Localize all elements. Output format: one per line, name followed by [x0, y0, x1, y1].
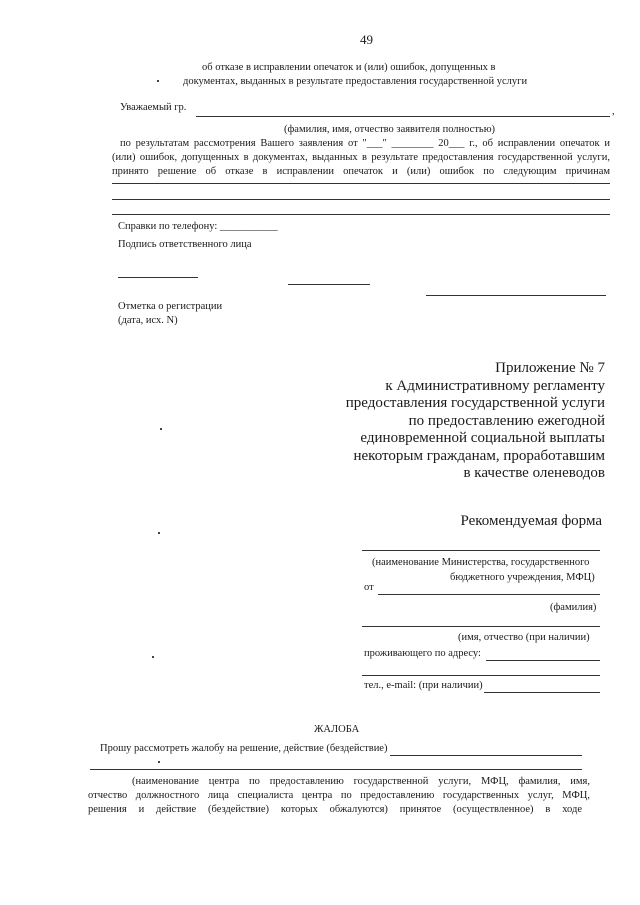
appendix-line-5: единовременной социальной выплаты: [360, 430, 605, 446]
decision-body-line3: принято решение об отказе в исправлении опечаток и (или) ошибок по следующим причинам: [112, 166, 610, 177]
appendix-line-6: некоторым гражданам, проработавшим: [353, 447, 605, 464]
signature-line-1: [118, 277, 198, 278]
complaint-hint-line1: (наименование центра по предоставлению государственной услуги, МФЦ, фамилия, имя,: [132, 776, 590, 787]
registration-details: (дата, исх. N): [118, 315, 178, 326]
complaint-hint-line3: решения и действие (бездействие) которых обжалуются) принятое (осуществленное) в ходе: [88, 804, 582, 815]
scan-speck: [158, 761, 160, 763]
reason-line-1: [112, 183, 610, 184]
registration-mark: Отметка о регистрации: [118, 301, 223, 312]
signature-label: Подпись ответственного лица: [118, 239, 252, 250]
from-label: от: [364, 582, 374, 593]
decision-title-line2: документах, выданных в результате предоставления государственной услуги: [183, 76, 528, 87]
decision-body-line1: по результатам рассмотрения Вашего заявления от "___" ________ 20___ г., об исправлении опечаток и: [120, 138, 610, 149]
ministry-hint-line1: (наименование Министерства, государственного: [372, 557, 590, 568]
appendix-line-4: по предоставлению ежегодной: [408, 412, 605, 429]
appendix-line-1: Приложение № 7: [495, 360, 605, 376]
decision-body-line2: (или) ошибок, допущенных в документах, выданных в результате предоставления государственной услуги,: [112, 152, 610, 163]
decision-title-line1: об отказе в исправлении опечаток и (или) ошибок, допущенных в: [202, 62, 496, 73]
contacts-line: [484, 692, 600, 693]
surname-hint: (фамилия): [550, 602, 597, 613]
complaint-request: Прошу рассмотреть жалобу на решение, действие (бездействие): [100, 743, 388, 754]
name-hint: (фамилия, имя, отчество заявителя полностью): [284, 124, 496, 135]
address-label: проживающего по адресу:: [364, 648, 481, 659]
address-line-2: [362, 675, 600, 676]
scan-speck: [160, 428, 162, 430]
complaint-title: ЖАЛОБА: [314, 724, 360, 735]
complaint-request-line: [390, 755, 582, 756]
appendix-line-3: предоставления государственной услуги: [345, 395, 605, 411]
appendix-line-2: к Административному регламенту: [385, 377, 605, 394]
ministry-line: [362, 550, 600, 551]
complaint-target-line: [90, 769, 582, 770]
ministry-hint-line2: бюджетного учреждения, МФЦ): [450, 572, 595, 583]
address-line-1: [486, 660, 600, 661]
signature-line-3: [426, 295, 606, 296]
name-line: [362, 626, 600, 627]
appendix-line-7: в качестве оленеводов: [463, 465, 605, 481]
signature-line-2: [288, 284, 370, 285]
appendix-block: [346, 360, 605, 483]
contacts-label: тел., e-mail: (при наличии): [364, 680, 483, 691]
complaint-hint-line2: отчество должностного лица специалиста центра по предоставлению государственных услуг, МФЦ,: [88, 790, 590, 801]
reason-line-2: [112, 199, 610, 200]
scan-speck: [158, 532, 160, 534]
scan-speck: [152, 656, 154, 658]
recommended-form: Рекомендуемая форма: [460, 513, 602, 529]
name-hint: (имя, отчество (при наличии): [458, 632, 590, 643]
page-number: 49: [360, 32, 373, 47]
reason-line-3: [112, 214, 610, 215]
addressee-name-line: [196, 116, 610, 117]
phone-label: Справки по телефону: ___________: [118, 221, 278, 232]
dear-label: Уважаемый гр.: [120, 102, 187, 113]
from-line: [378, 594, 600, 595]
scan-speck: [157, 80, 159, 82]
comma: ,: [612, 106, 615, 117]
